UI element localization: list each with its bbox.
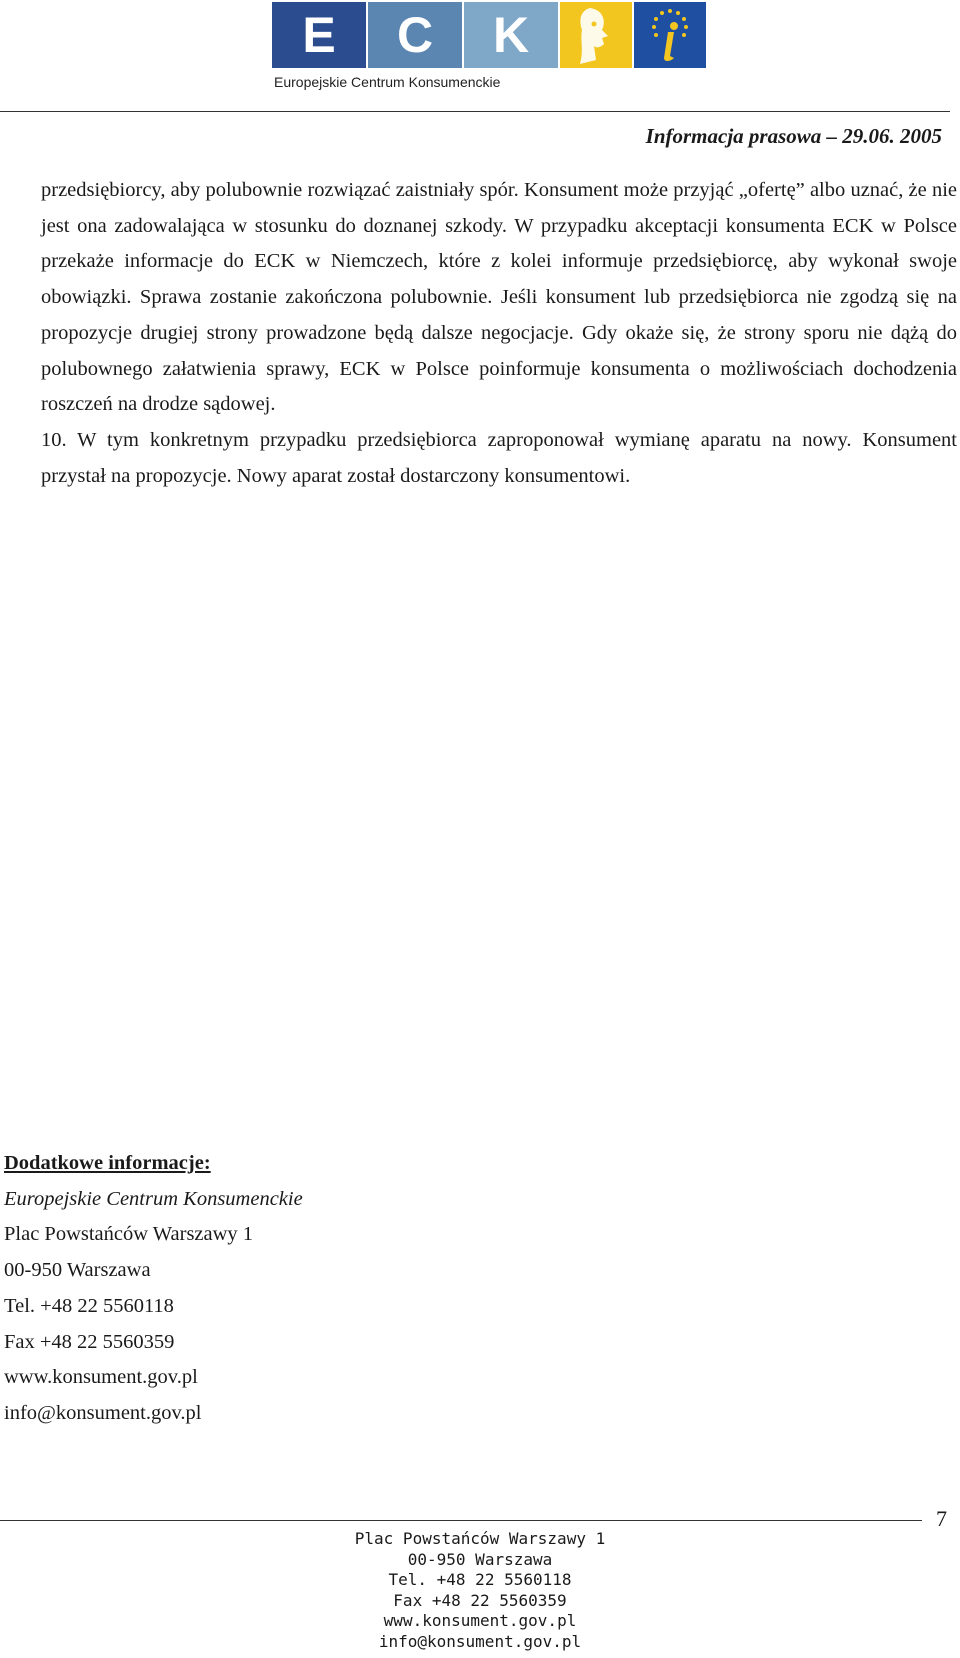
contact-website[interactable]: www.konsument.gov.pl xyxy=(4,1366,198,1389)
logo-tiles xyxy=(272,2,706,68)
contact-block xyxy=(4,1146,303,1432)
contact-heading: Dodatkowe informacje: xyxy=(4,1152,211,1174)
body-paragraph: przedsiębiorcy, aby polubownie rozwiązać zaistniały spór. Konsument może przyjąć „ofertę” albo uznać, że nie jest ona zadowalająca w stosunku do doznanej szkody. W przypadku akceptacji konsumenta ECK w Polsce przekaże informacje do ECK w Niemczech, które z kolei informuje przedsiębiorcę, aby wykonał swoje obowiązki. Sprawa zostanie zakończona polubownie. Jeśli konsument lub przedsiębiorca nie zgodzą się na propozycje drugiej strony prowadzone będą dalsze negocjacje. Gdy okaże się, że strony sporu nie dążą do polubownego załatwienia sprawy, ECK w Polsce poinformuje konsumenta o możliwościach dochodzenia roszczeń na drodze sądowej. xyxy=(41,179,957,416)
contact-fax: Fax +48 22 5560359 xyxy=(4,1330,175,1353)
item-text: W tym konkretnym przypadku przedsiębiorca zaproponował wymianę aparatu na nowy. Konsument przystał na propozycje. Nowy aparat został dostarczony konsumentowi. xyxy=(41,428,957,487)
header-rule xyxy=(0,111,950,112)
contact-email[interactable]: info@konsument.gov.pl xyxy=(4,1401,202,1424)
contact-street: Plac Powstańców Warszawy 1 xyxy=(4,1223,254,1246)
footer-website[interactable]: www.konsument.gov.pl xyxy=(383,1611,577,1630)
press-release-date: Informacja prasowa – 29.06. 2005 xyxy=(645,124,942,148)
footer-phone: Tel. +48 22 5560118 xyxy=(388,1570,572,1589)
footer-rule xyxy=(0,1520,922,1521)
document-body xyxy=(41,173,957,494)
logo-letter-c: C xyxy=(368,2,462,68)
face-profile-icon xyxy=(560,2,632,68)
logo-letter-e: E xyxy=(272,2,366,68)
footer-city: 00-950 Warszawa xyxy=(407,1549,553,1569)
eu-info-icon xyxy=(634,2,706,68)
item-number: 10. xyxy=(41,428,67,451)
footer-fax: Fax +48 22 5560359 xyxy=(393,1590,567,1610)
logo-letter-k: K xyxy=(464,2,558,68)
contact-organization: Europejskie Centrum Konsumenckie xyxy=(4,1187,303,1210)
numbered-item-10 xyxy=(41,423,957,494)
page-number: 7 xyxy=(936,1506,947,1531)
contact-phone: Tel. +48 22 5560118 xyxy=(4,1294,174,1317)
footer-street: Plac Powstańców Warszawy 1 xyxy=(354,1529,606,1548)
footer-email[interactable]: info@konsument.gov.pl xyxy=(378,1631,582,1651)
contact-city: 00-950 Warszawa xyxy=(4,1259,151,1282)
page-footer xyxy=(300,1529,660,1652)
logo-caption: Europejskie Centrum Konsumenckie xyxy=(274,74,501,90)
